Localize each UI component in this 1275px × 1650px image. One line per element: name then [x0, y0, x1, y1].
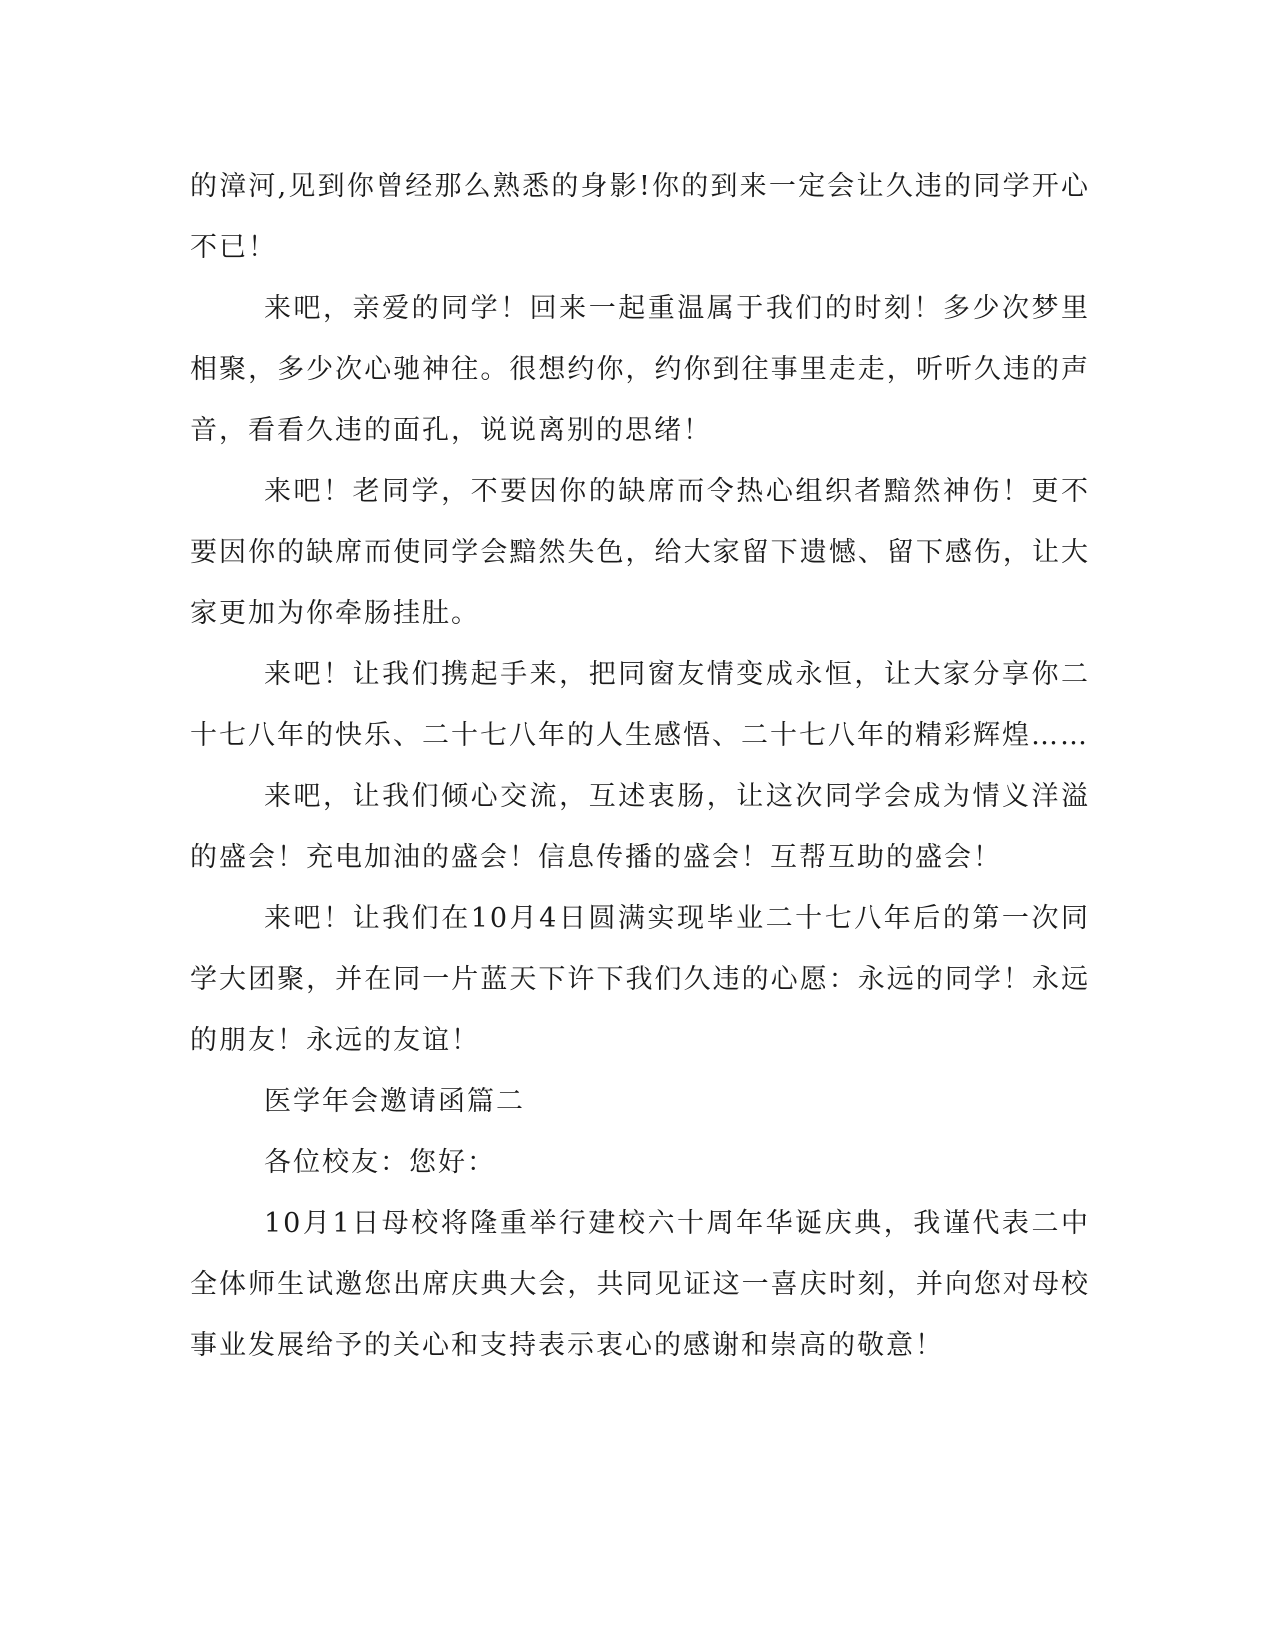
paragraph-1: 的漳河,见到你曾经那么熟悉的身影!你的到来一定会让久违的同学开心不已！	[190, 171, 1090, 263]
paragraph-7: 10月1日母校将隆重举行建校六十周年华诞庆典，我谨代表二中全体师生试邀您出席庆典大会，共同见证这一喜庆时刻，并向您对母校事业发展给予的关心和支持表示衷心的感谢和崇高的敬意！	[190, 1208, 1090, 1361]
paragraph-6: 来吧！让我们在10月4日圆满实现毕业二十七八年后的第一次同学大团聚，并在同一片蓝天下许下我们久违的心愿：永远的同学！永远的朋友！永远的友谊！	[190, 903, 1090, 1056]
paragraph-4: 来吧！让我们携起手来，把同窗友情变成永恒，让大家分享你二十七八年的快乐、二十七八年的人生感悟、二十七八年的精彩辉煌……	[190, 659, 1090, 751]
paragraph-5: 来吧，让我们倾心交流，互述衷肠，让这次同学会成为情义洋溢的盛会！充电加油的盛会！信息传播的盛会！互帮互助的盛会！	[190, 781, 1090, 873]
paragraph-3: 来吧！老同学，不要因你的缺席而令热心组织者黯然神伤！更不要因你的缺席而使同学会黯然失色，给大家留下遗憾、留下感伤，让大家更加为你牵肠挂肚。	[190, 476, 1090, 629]
salutation: 各位校友：您好：	[264, 1147, 496, 1178]
paragraph-2: 来吧，亲爱的同学！回来一起重温属于我们的时刻！多少次梦里相聚，多少次心驰神往。很想约你，约你到往事里走走，听听久违的声音，看看久违的面孔，说说离别的思绪！	[190, 293, 1090, 446]
document-body	[190, 156, 1090, 1376]
section-heading: 医学年会邀请函篇二	[264, 1086, 525, 1117]
